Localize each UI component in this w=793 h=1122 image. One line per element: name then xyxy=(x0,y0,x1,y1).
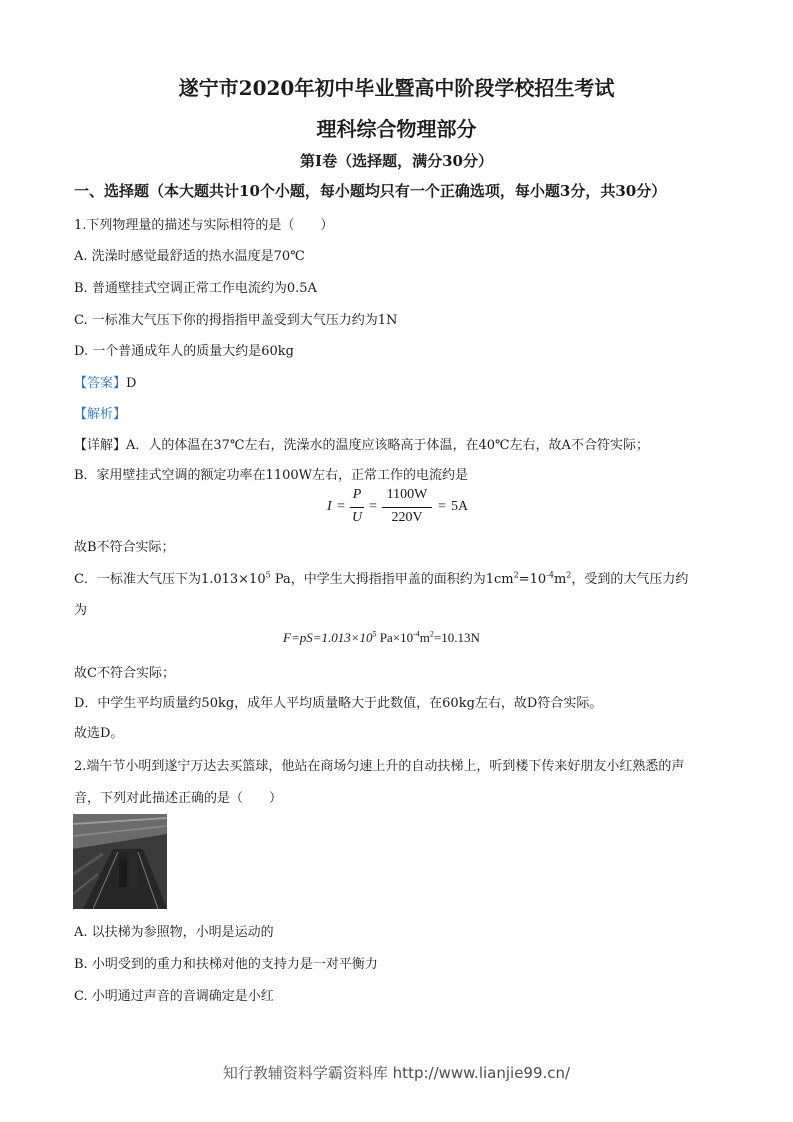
formula-denominator: 220V xyxy=(391,510,423,525)
formula-voltage-symbol: U xyxy=(351,510,363,525)
c-line-part: Pa，中学生大拇指指甲盖的面积约为1cm xyxy=(270,572,514,587)
escalator-photo xyxy=(73,814,167,909)
formula-result: 5A xyxy=(451,499,469,514)
volume-heading: 第I卷（选择题，满分30分） xyxy=(300,152,493,170)
detail-a-line: 【详解】A．人的体温在37℃左右，洗澡水的温度应该略高于体温，在40℃左右，故A不合符实际； xyxy=(74,438,649,453)
formula-equals-1: = xyxy=(337,499,345,514)
formula-equals-2: = xyxy=(369,499,377,514)
formula2-part: Pa×10 xyxy=(376,630,414,645)
c-line-exp: 2 xyxy=(513,570,519,580)
formula2-exp: 2 xyxy=(429,629,434,639)
answer-line xyxy=(74,372,136,391)
question-1-option-a: A. 洗澡时感觉最舒适的热水温度是70℃ xyxy=(74,249,305,264)
detail-b-conclusion: 故B不符合实际； xyxy=(74,540,175,555)
detail-b-line: B．家用壁挂式空调的额定功率在1100W左右，正常工作的电流约是 xyxy=(74,468,468,483)
formula-current-symbol: I xyxy=(327,499,332,514)
c-line-exp: 5 xyxy=(265,570,271,580)
question-2-stem-line-2: 音，下列对此描述正确的是（ ） xyxy=(74,791,283,806)
c-line-exp: -4 xyxy=(546,570,554,580)
answer-value: D xyxy=(126,376,137,391)
escalator-photo-drawing xyxy=(73,814,167,909)
question-1-option-b: B. 普通壁挂式空调正常工作电流约为0.5A xyxy=(74,281,317,296)
question-2-stem-line-1: 2.端午节小明到遂宁万达去买篮球，他站在商场匀速上升的自动扶梯上，听到楼下传来好朋友小红熟悉的声 xyxy=(74,759,685,774)
c-line-exp: 2 xyxy=(566,570,572,580)
formula2-exp: 5 xyxy=(372,629,377,639)
c-line-part: ，受到的大气压力约 xyxy=(571,572,689,587)
question-1-option-d: D. 一个普通成年人的质量大约是60kg xyxy=(74,344,294,359)
question-2-option-c: C. 小明通过声音的音调确定是小红 xyxy=(74,989,274,1004)
formula-fraction-bar-2 xyxy=(382,507,432,508)
question-2-option-b: B. 小明受到的重力和扶梯对他的支持力是一对平衡力 xyxy=(74,957,378,972)
formula-numerator: 1100W xyxy=(386,487,428,502)
formula-power-symbol: P xyxy=(352,487,362,502)
detail-c-line-2: 为 xyxy=(74,603,88,618)
formula2-exp: -4 xyxy=(413,629,420,639)
c-line-part: =10 xyxy=(518,572,547,587)
pressure-formula xyxy=(283,630,480,646)
detail-d-line: D．中学生平均质量约50kg，成年人平均质量略大于此数值，在60kg左右，故D符合实际。 xyxy=(74,696,603,711)
formula2-part: m xyxy=(419,630,430,645)
analysis-tag: 【解析】 xyxy=(74,407,127,422)
question-1-option-c: C. 一标准大气压下你的拇指指甲盖受到大气压力约为1N xyxy=(74,313,398,328)
question-1-stem: 1.下列物理量的描述与实际相符的是（ ） xyxy=(74,218,334,233)
c-line-part: m xyxy=(553,572,567,587)
detail-c-conclusion: 故C不符合实际； xyxy=(74,666,175,681)
formula-equals-3: = xyxy=(438,499,446,514)
section-heading: 一、选择题（本大题共计10个小题，每小题均只有一个正确选项，每小题3分，共30分） xyxy=(74,182,667,200)
c-line-part: C．一标准大气压下为1.013×10 xyxy=(74,572,266,587)
formula2-part: F=pS=1.013×10 xyxy=(283,630,373,645)
answer-tag: 【答案】 xyxy=(74,376,127,391)
exam-subtitle: 理科综合物理部分 xyxy=(316,117,477,141)
formula-fraction-bar-1 xyxy=(350,507,364,508)
footer-watermark: 知行教辅资料学霸资料库 http://www.lianjie99.cn/ xyxy=(222,1064,571,1082)
question-2-option-a: A. 以扶梯为参照物，小明是运动的 xyxy=(74,925,274,940)
formula2-part: =10.13N xyxy=(433,630,480,645)
final-choice: 故选D。 xyxy=(74,726,124,741)
detail-c-line xyxy=(74,568,688,587)
exam-title: 遂宁市2020年初中毕业暨高中阶段学校招生考试 xyxy=(178,76,615,100)
